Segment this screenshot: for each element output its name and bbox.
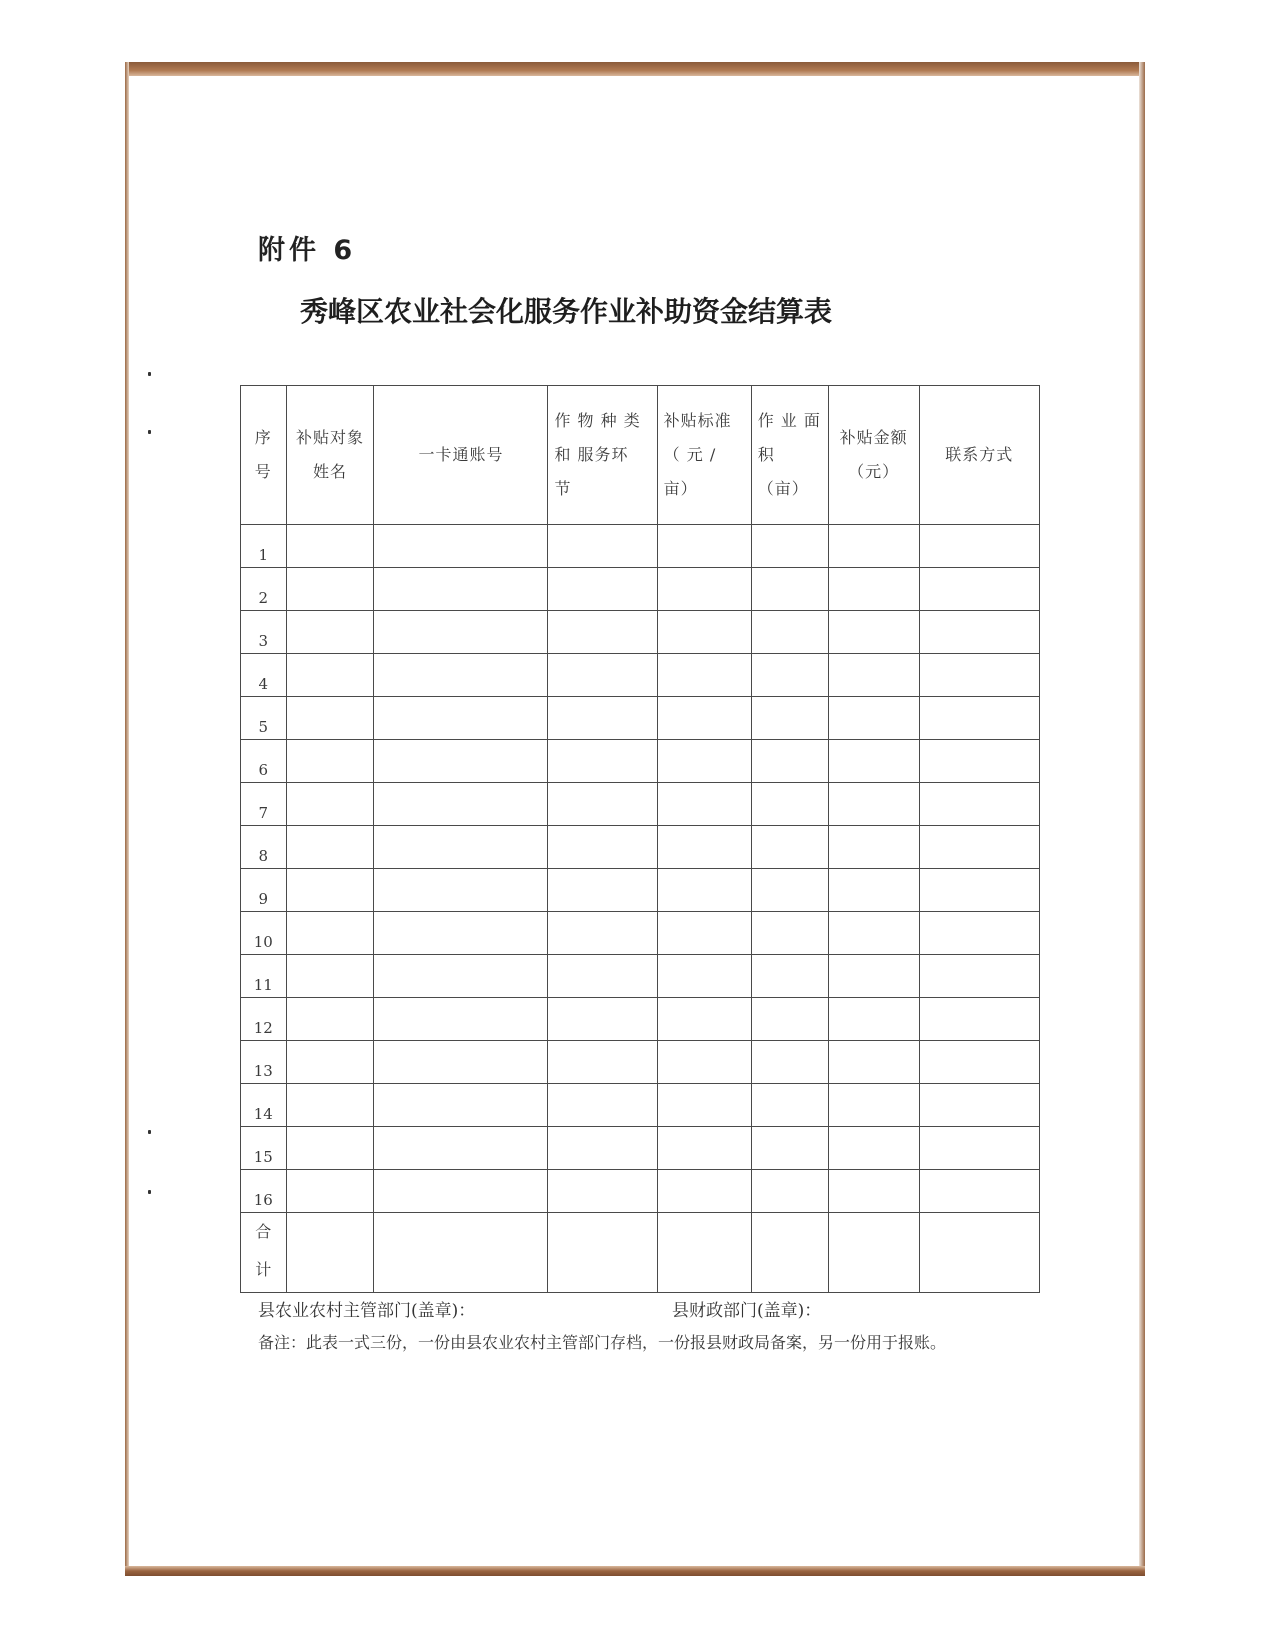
area-cell[interactable] [751, 869, 828, 912]
standard-cell[interactable] [657, 611, 751, 654]
contact-cell[interactable] [919, 783, 1039, 826]
standard-cell[interactable] [657, 525, 751, 568]
settlement-table [240, 385, 1040, 1293]
crop-service-cell[interactable] [548, 611, 657, 654]
amount-cell[interactable] [828, 568, 919, 611]
area-cell[interactable] [751, 740, 828, 783]
recipient-name-cell[interactable] [286, 697, 374, 740]
account-cell[interactable] [374, 869, 548, 912]
remark-note: 备注：此表一式三份，一份由县农业农村主管部门存档，一份报县财政局备案，另一份用于报账。 [258, 1333, 947, 1352]
recipient-name-cell[interactable] [286, 654, 374, 697]
table-row [241, 1170, 1040, 1213]
recipient-name-cell[interactable] [286, 525, 374, 568]
standard-cell[interactable] [657, 783, 751, 826]
row-seq-number: 10 [241, 912, 287, 955]
row-seq-number: 15 [241, 1127, 287, 1170]
area-cell[interactable] [751, 697, 828, 740]
total-label: 合 计 [241, 1213, 287, 1293]
account-cell[interactable] [374, 1170, 548, 1213]
account-cell[interactable] [374, 955, 548, 998]
amount-cell[interactable] [828, 697, 919, 740]
amount-cell[interactable] [828, 1127, 919, 1170]
standard-cell[interactable] [657, 955, 751, 998]
recipient-name-cell[interactable] [286, 783, 374, 826]
total-recipient-name-cell[interactable] [286, 1213, 374, 1293]
account-cell[interactable] [374, 998, 548, 1041]
table-row [241, 869, 1040, 912]
agri-dept-seal-label: 县农业农村主管部门(盖章)： [258, 1301, 476, 1321]
contact-cell[interactable] [919, 1084, 1039, 1127]
standard-cell[interactable] [657, 697, 751, 740]
account-cell[interactable] [374, 611, 548, 654]
scan-speck [148, 430, 151, 434]
contact-cell[interactable] [919, 955, 1039, 998]
crop-service-cell[interactable] [548, 654, 657, 697]
amount-cell[interactable] [828, 1084, 919, 1127]
total-row [241, 1213, 1040, 1293]
contact-cell[interactable] [919, 869, 1039, 912]
area-cell[interactable] [751, 1170, 828, 1213]
crop-service-cell[interactable] [548, 826, 657, 869]
scan-speck [148, 372, 151, 376]
recipient-name-cell[interactable] [286, 1084, 374, 1127]
account-cell[interactable] [374, 1084, 548, 1127]
row-seq-number: 14 [241, 1084, 287, 1127]
row-seq-number: 9 [241, 869, 287, 912]
account-cell[interactable] [374, 912, 548, 955]
total-contact-cell[interactable] [919, 1213, 1039, 1293]
amount-cell[interactable] [828, 869, 919, 912]
standard-cell[interactable] [657, 912, 751, 955]
area-cell[interactable] [751, 955, 828, 998]
standard-cell[interactable] [657, 568, 751, 611]
standard-cell[interactable] [657, 740, 751, 783]
crop-service-cell[interactable] [548, 1041, 657, 1084]
standard-cell[interactable] [657, 1170, 751, 1213]
row-seq-number: 2 [241, 568, 287, 611]
contact-cell[interactable] [919, 654, 1039, 697]
account-cell[interactable] [374, 525, 548, 568]
amount-cell[interactable] [828, 740, 919, 783]
amount-cell[interactable] [828, 955, 919, 998]
row-seq-number: 8 [241, 826, 287, 869]
area-cell[interactable] [751, 912, 828, 955]
area-cell[interactable] [751, 1127, 828, 1170]
amount-cell[interactable] [828, 1041, 919, 1084]
finance-dept-seal-label: 县财政部门(盖章)： [672, 1301, 822, 1321]
standard-cell[interactable] [657, 998, 751, 1041]
crop-service-cell[interactable] [548, 568, 657, 611]
recipient-name-cell[interactable] [286, 869, 374, 912]
crop-service-cell[interactable] [548, 1170, 657, 1213]
header-recipient-name: 补贴对象 姓名 [286, 386, 374, 525]
standard-cell[interactable] [657, 869, 751, 912]
crop-service-cell[interactable] [548, 955, 657, 998]
contact-cell[interactable] [919, 697, 1039, 740]
table-row [241, 1084, 1040, 1127]
recipient-name-cell[interactable] [286, 1127, 374, 1170]
standard-cell[interactable] [657, 1041, 751, 1084]
recipient-name-cell[interactable] [286, 1170, 374, 1213]
row-seq-number: 3 [241, 611, 287, 654]
account-cell[interactable] [374, 783, 548, 826]
amount-cell[interactable] [828, 654, 919, 697]
row-seq-number: 4 [241, 654, 287, 697]
standard-cell[interactable] [657, 654, 751, 697]
annex-label: 附件 6 [258, 235, 357, 266]
header-subsidy-standard: 补贴标准 （ 元 / 亩） [657, 386, 751, 525]
total-account-cell[interactable] [374, 1213, 548, 1293]
crop-service-cell[interactable] [548, 998, 657, 1041]
standard-cell[interactable] [657, 1127, 751, 1170]
area-cell[interactable] [751, 611, 828, 654]
area-cell[interactable] [751, 525, 828, 568]
crop-service-cell[interactable] [548, 1084, 657, 1127]
account-cell[interactable] [374, 826, 548, 869]
area-cell[interactable] [751, 1084, 828, 1127]
contact-cell[interactable] [919, 826, 1039, 869]
account-cell[interactable] [374, 1127, 548, 1170]
total-crop-service-cell[interactable] [548, 1213, 657, 1293]
row-seq-number: 1 [241, 525, 287, 568]
row-seq-number: 5 [241, 697, 287, 740]
crop-service-cell[interactable] [548, 912, 657, 955]
table-row [241, 697, 1040, 740]
table-row [241, 654, 1040, 697]
area-cell[interactable] [751, 1041, 828, 1084]
amount-cell[interactable] [828, 1170, 919, 1213]
recipient-name-cell[interactable] [286, 955, 374, 998]
area-cell[interactable] [751, 783, 828, 826]
contact-cell[interactable] [919, 568, 1039, 611]
standard-cell[interactable] [657, 1084, 751, 1127]
table-row [241, 912, 1040, 955]
header-crop-service: 作 物 种 类 和 服务环 节 [548, 386, 657, 525]
area-cell[interactable] [751, 826, 828, 869]
table-row [241, 826, 1040, 869]
table-row [241, 1041, 1040, 1084]
contact-cell[interactable] [919, 525, 1039, 568]
scan-speck [148, 1190, 151, 1194]
recipient-name-cell[interactable] [286, 740, 374, 783]
scan-speck [148, 1130, 151, 1134]
amount-cell[interactable] [828, 783, 919, 826]
recipient-name-cell[interactable] [286, 912, 374, 955]
contact-cell[interactable] [919, 611, 1039, 654]
header-work-area: 作 业 面 积 （亩） [751, 386, 828, 525]
table-row [241, 611, 1040, 654]
table-row [241, 1127, 1040, 1170]
area-cell[interactable] [751, 998, 828, 1041]
contact-cell[interactable] [919, 998, 1039, 1041]
contact-cell[interactable] [919, 1127, 1039, 1170]
total-area-cell[interactable] [751, 1213, 828, 1293]
table-row [241, 525, 1040, 568]
crop-service-cell[interactable] [548, 525, 657, 568]
crop-service-cell[interactable] [548, 1127, 657, 1170]
area-cell[interactable] [751, 568, 828, 611]
amount-cell[interactable] [828, 826, 919, 869]
account-cell[interactable] [374, 1041, 548, 1084]
crop-service-cell[interactable] [548, 783, 657, 826]
recipient-name-cell[interactable] [286, 1041, 374, 1084]
recipient-name-cell[interactable] [286, 611, 374, 654]
amount-cell[interactable] [828, 611, 919, 654]
contact-cell[interactable] [919, 1170, 1039, 1213]
account-cell[interactable] [374, 697, 548, 740]
recipient-name-cell[interactable] [286, 826, 374, 869]
total-standard-cell[interactable] [657, 1213, 751, 1293]
row-seq-number: 13 [241, 1041, 287, 1084]
crop-service-cell[interactable] [548, 869, 657, 912]
contact-cell[interactable] [919, 1041, 1039, 1084]
header-contact: 联系方式 [919, 386, 1039, 525]
table-row [241, 998, 1040, 1041]
account-cell[interactable] [374, 568, 548, 611]
recipient-name-cell[interactable] [286, 998, 374, 1041]
recipient-name-cell[interactable] [286, 568, 374, 611]
amount-cell[interactable] [828, 998, 919, 1041]
account-cell[interactable] [374, 740, 548, 783]
standard-cell[interactable] [657, 826, 751, 869]
desk-edge-right [1139, 62, 1145, 1576]
table-row [241, 783, 1040, 826]
header-row [241, 386, 1040, 525]
amount-cell[interactable] [828, 525, 919, 568]
row-seq-number: 7 [241, 783, 287, 826]
row-seq-number: 11 [241, 955, 287, 998]
row-seq-number: 6 [241, 740, 287, 783]
document-title: 秀峰区农业社会化服务作业补助资金结算表 [300, 295, 833, 328]
total-amount-cell[interactable] [828, 1213, 919, 1293]
table-body [241, 525, 1040, 1293]
amount-cell[interactable] [828, 912, 919, 955]
crop-service-cell[interactable] [548, 697, 657, 740]
contact-cell[interactable] [919, 740, 1039, 783]
table-row [241, 955, 1040, 998]
account-cell[interactable] [374, 654, 548, 697]
area-cell[interactable] [751, 654, 828, 697]
header-account: 一卡通账号 [374, 386, 548, 525]
row-seq-number: 12 [241, 998, 287, 1041]
table-row [241, 740, 1040, 783]
header-seq: 序 号 [241, 386, 287, 525]
desk-edge-bottom [125, 1566, 1145, 1576]
table-row [241, 568, 1040, 611]
crop-service-cell[interactable] [548, 740, 657, 783]
header-subsidy-amount: 补贴金额 （元） [828, 386, 919, 525]
contact-cell[interactable] [919, 912, 1039, 955]
row-seq-number: 16 [241, 1170, 287, 1213]
desk-edge-top [125, 62, 1145, 76]
